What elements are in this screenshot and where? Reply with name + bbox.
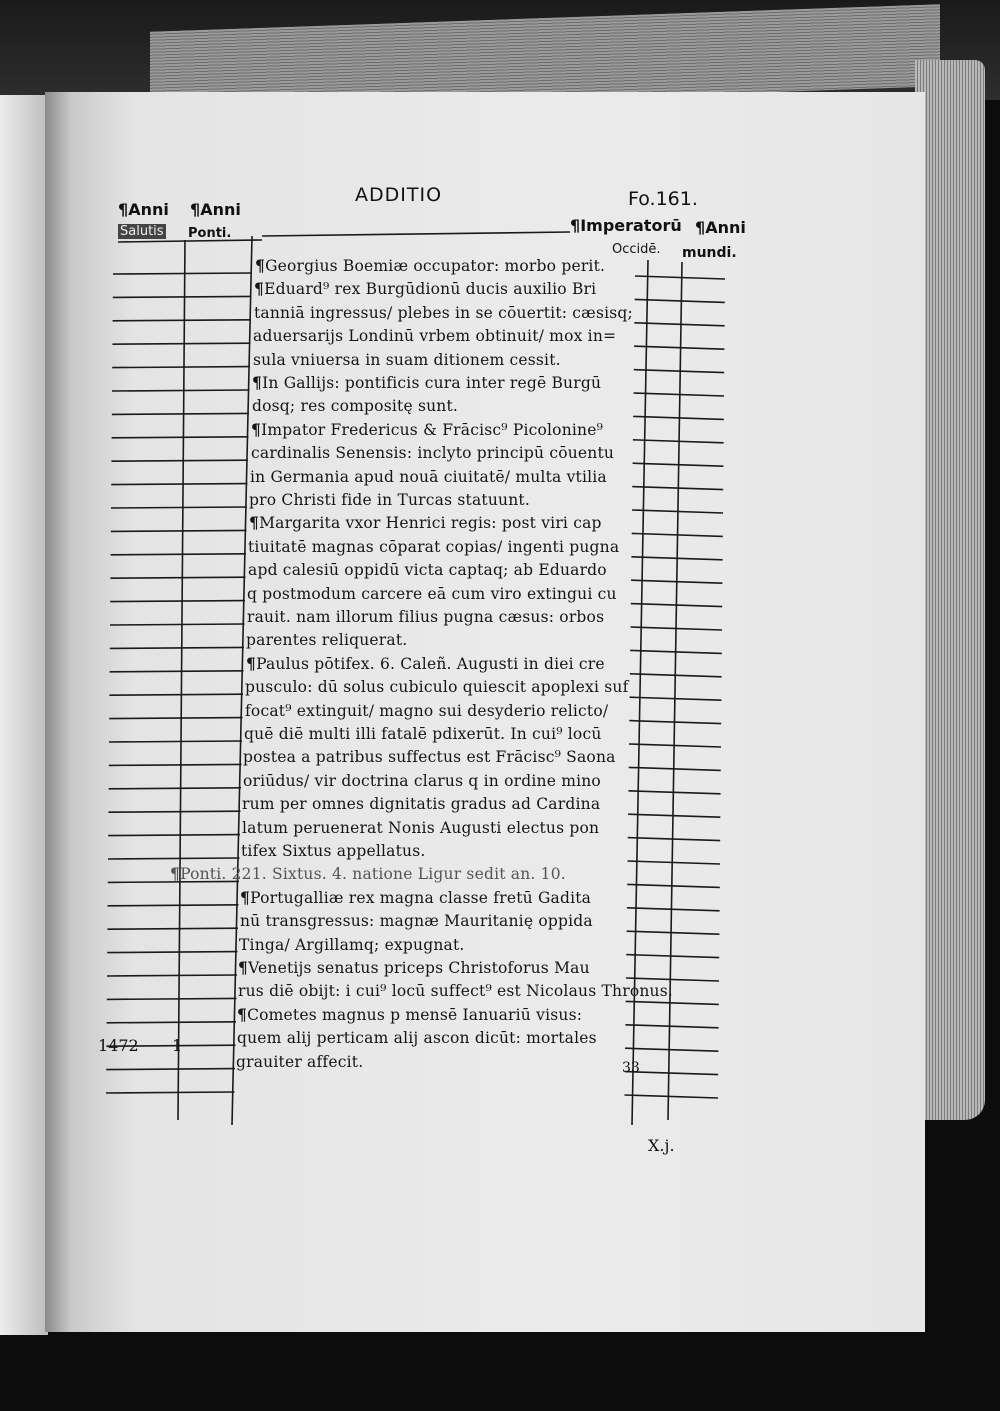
text-line: rauit. nam illorum filius pugna cæsus: orbos [247, 608, 605, 626]
text-line: cardinalis Senensis: inclyto principū cōuentu [251, 444, 615, 463]
header-rule [262, 232, 570, 236]
text-line: rum per omnes dignitatis gradus ad Cardina [242, 795, 601, 814]
text-line: in Germania apud nouā ciuitatē/ multa vtilia [250, 467, 607, 486]
row-rule [111, 484, 247, 485]
text-line: ¶Ponti. 221. Sixtus. 4. natione Ligur sedit an. 10. [170, 864, 566, 884]
row-rule [112, 413, 249, 414]
text-line: sula vniuersa in suam ditionem cessit. [253, 350, 561, 369]
text-line: rus diē obijt: i cui⁹ locū suffect⁹ est Nicolaus Thronus. [238, 982, 673, 1001]
text-line: parentes reliquerat. [246, 631, 408, 650]
running-title: ADDITIO [355, 184, 443, 206]
row-rule [109, 718, 242, 719]
row-rule [110, 624, 245, 625]
col-anni-salutis-head: ¶Anni [118, 200, 169, 219]
row-rule [112, 437, 249, 438]
col-anni-salutis-sub: Salutis [120, 224, 164, 239]
row-rule [107, 1022, 236, 1023]
row-rule [107, 952, 237, 953]
text-line: ¶Cometes magnus p mensē Ianuariū visus: [237, 1004, 583, 1024]
text-line: ¶Portugalliæ rex magna classe fretū Gadita [240, 887, 592, 907]
row-rule [113, 296, 252, 297]
row-rule [108, 811, 240, 812]
pilcrow-icon: ¶ [237, 1004, 248, 1024]
row-rule [111, 530, 247, 531]
pilcrow-icon: ¶ [570, 216, 581, 235]
text-line: pro Christi fide in Turcas statuunt. [249, 491, 530, 509]
row-rule [107, 998, 237, 999]
pilcrow-icon: ¶ [255, 256, 266, 275]
row-rule [109, 741, 242, 742]
row-rule [109, 788, 241, 789]
row-rule [628, 861, 721, 864]
text-line: apd calesiū oppidū victa captaq; ab Eduardo [248, 561, 607, 580]
row-rule [110, 647, 244, 648]
row-rule [112, 390, 250, 391]
text-line: quem alij perticam alij ascon dicūt: mortales [237, 1029, 597, 1048]
text-line: tifex Sixtus appellatus. [241, 842, 426, 860]
row-rule [106, 1069, 235, 1070]
row-rule [111, 460, 248, 461]
row-rule [108, 858, 240, 859]
text-line: ¶Paulus pōtifex. 6. Caleñ. Augusti in diei cre [246, 653, 605, 673]
text-line: Tinga/ Argillamq; expugnat. [239, 935, 465, 954]
pilcrow-icon: ¶ [170, 864, 181, 884]
col-imperatorum-head: ¶Imperatorū [570, 216, 682, 235]
text-line: grauiter affecit. [236, 1052, 364, 1071]
col-anni-mundi-head: ¶Anni [695, 218, 746, 237]
text-line: tanniā ingressus/ plebes in se cōuertit: cæsisq; [254, 303, 633, 322]
text-line: ¶Margarita vxor Henrici regis: post viri cap [249, 513, 602, 533]
row-rule [108, 835, 240, 836]
pilcrow-icon: ¶ [190, 200, 201, 219]
row-rule [110, 577, 245, 578]
pilcrow-icon: ¶ [252, 373, 263, 392]
row-rule [108, 905, 239, 906]
row-rule [111, 554, 246, 555]
col-anni-ponti-head: ¶Anni [190, 200, 241, 219]
row-rule [106, 1092, 235, 1093]
text-line: aduersarijs Londinū vrbem obtinuit/ mox in= [253, 327, 617, 346]
text-line: ¶Georgius Boemiæ occupator: morbo perit. [255, 256, 606, 275]
col-anni-mundi-sub: mundi. [682, 245, 737, 261]
col-imperatorum-sub: Occidē. [612, 242, 661, 257]
folio-number: Fo.161. [628, 188, 698, 210]
margin-ponti-year: 1 [172, 1036, 183, 1055]
text-line: q postmodum carcere eā cum viro extingui cu [247, 584, 617, 603]
row-rule [112, 367, 250, 368]
pilcrow-icon: ¶ [254, 279, 265, 299]
text-line: ¶In Gallijs: pontificis cura inter regē Burgū [252, 373, 602, 392]
row-rule [107, 975, 237, 976]
pilcrow-icon: ¶ [118, 200, 129, 219]
pilcrow-icon: ¶ [695, 218, 706, 237]
row-rule [113, 273, 252, 274]
col-anni-ponti-sub: Ponti. [188, 226, 232, 241]
row-rule [112, 343, 250, 344]
row-rule [110, 671, 244, 672]
pilcrow-icon: ¶ [240, 887, 251, 907]
column-rule [178, 240, 185, 1120]
pilcrow-icon: ¶ [238, 958, 249, 977]
pilcrow-icon: ¶ [251, 419, 262, 439]
text-line: pusculo: dū solus cubiculo quiescit apoplexi suf [245, 678, 629, 697]
text-line: postea a patribus suffectus est Frācisc⁹ Saona [243, 748, 616, 767]
text-line: dosq; res compositę sunt. [252, 397, 459, 416]
pilcrow-icon: ¶ [249, 513, 260, 533]
pilcrow-icon: ¶ [246, 653, 257, 673]
margin-year: 1472 [98, 1036, 139, 1055]
text-line: focat⁹ extinguit/ magno sui desyderio relicto/ [245, 701, 609, 720]
text-line: oriūdus/ vir doctrina clarus q in ordine mino [243, 771, 601, 790]
header-rule [118, 240, 262, 242]
row-rule [113, 320, 251, 321]
text-line: ¶Eduard⁹ rex Burgūdionū ducis auxilio Bri [254, 279, 597, 299]
text-line: ¶Impator Fredericus & Frācisc⁹ Picolonine⁹ [251, 419, 604, 439]
margin-mundi-note: 33 [622, 1060, 640, 1076]
text-line: nū transgressus: magnæ Mauritanię oppida [240, 912, 593, 931]
text-line: ¶Venetijs senatus priceps Christoforus Mau [238, 958, 590, 977]
row-rule [109, 694, 243, 695]
text-line: latum peruenerat Nonis Augusti electus pon [242, 818, 600, 837]
row-rule [625, 1095, 719, 1098]
text-line: quē diē multi illi fatalē pdixerūt. In cui⁹ locū [244, 725, 602, 743]
signature-mark: X.j. [648, 1136, 675, 1155]
row-rule [110, 601, 245, 602]
text-line: tiuitatē magnas cōparat copias/ ingenti pugna [248, 537, 620, 556]
row-rule [111, 507, 247, 508]
row-rule [109, 764, 242, 765]
row-rule [107, 928, 238, 929]
